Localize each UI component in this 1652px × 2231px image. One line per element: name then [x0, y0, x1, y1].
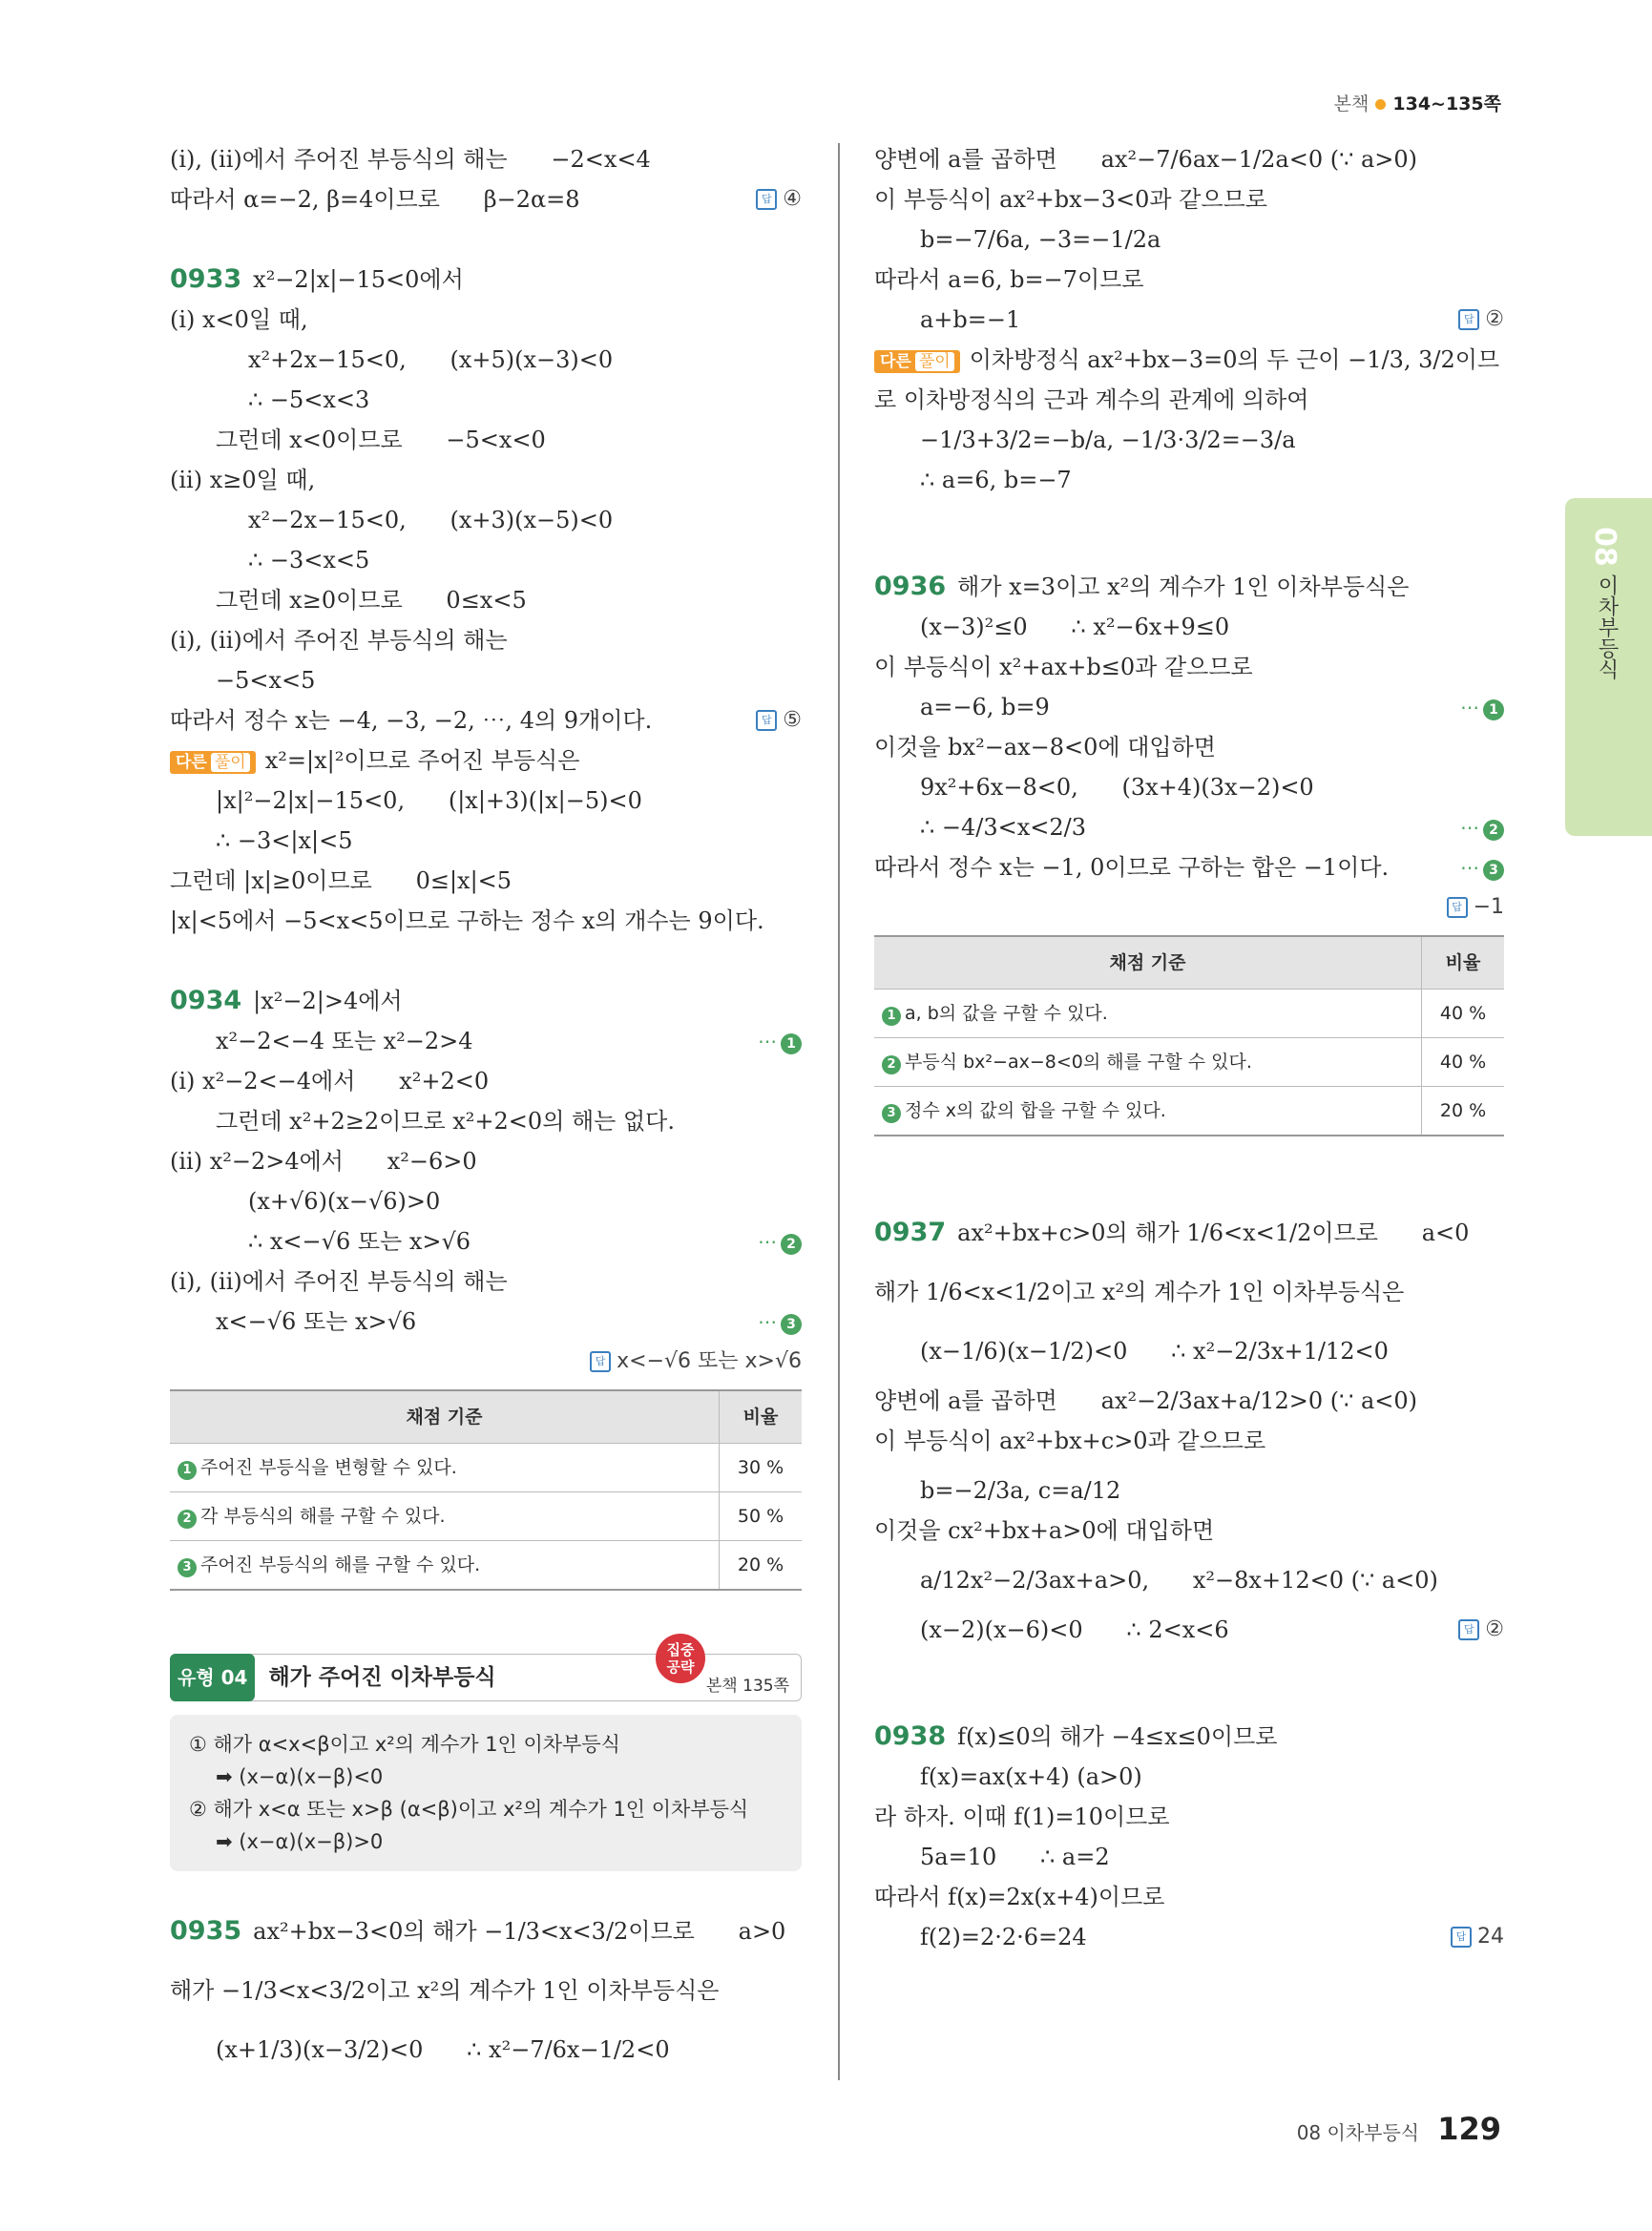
text-line: (x+√6)(x−√6)>0 — [248, 1188, 441, 1215]
problem-number: 0933 — [170, 264, 242, 294]
criteria-number: 1 — [178, 1461, 197, 1480]
text-line: 이 부등식이 x²+ax+b≤0과 같으므로 — [874, 654, 1253, 680]
table-row — [874, 1038, 1504, 1087]
text-content: f(2)=2·2·6=24 — [920, 1924, 1087, 1950]
text-line: 양변에 a를 곱하면 ax²−2/3ax+a/12>0 (∵ a<0) — [874, 1387, 1418, 1414]
step-marker: ⋯ 1 — [1460, 687, 1504, 727]
problem-number: 0937 — [874, 1218, 947, 1247]
type-summary-box — [170, 1715, 802, 1871]
table-header: 채점 기준 — [170, 1390, 720, 1444]
text-content: x²−2<−4 또는 x²−2>4 — [216, 1028, 473, 1054]
text-line — [170, 700, 802, 740]
answer-icon: 답 — [1447, 897, 1468, 918]
text-line — [170, 1302, 802, 1342]
criteria-number: 3 — [178, 1558, 197, 1577]
text-line: (i) x²−2<−4에서 x²+2<0 — [170, 1068, 490, 1095]
answer-icon: 답 — [1451, 1927, 1472, 1948]
footer-title: 08 이차부등식 — [1296, 2121, 1420, 2144]
step-marker: ⋯ 2 — [1460, 807, 1504, 847]
text-line: 로 이차방정식의 근과 계수의 관계에 의하여 — [874, 386, 1309, 413]
spacer — [874, 500, 1504, 567]
text-line: 그런데 x<0이므로 −5<x<0 — [216, 427, 546, 453]
step-number: 3 — [781, 1314, 802, 1335]
summary-line: ② 해가 x<α 또는 x>β (α<β)이고 x²의 계수가 1인 이차부등식 — [189, 1798, 749, 1821]
text-line: ∴ −3<x<5 — [248, 547, 370, 573]
criteria-text: 주어진 부등식을 변형할 수 있다. — [200, 1457, 457, 1478]
problem-0937 — [874, 1213, 1504, 1650]
page-number: 129 — [1437, 2111, 1501, 2147]
text-line: 이것을 bx²−ax−8<0에 대입하면 — [874, 734, 1216, 761]
step-number: 2 — [781, 1234, 802, 1255]
text-line: 그런데 x²+2≥2이므로 x²+2<0의 해는 없다. — [216, 1108, 675, 1135]
criteria-number: 2 — [882, 1055, 901, 1074]
criteria-text: 주어진 부등식의 해를 구할 수 있다. — [200, 1554, 481, 1575]
text-line: a/12x²−2/3ax+a>0, x²−8x+12<0 (∵ a<0) — [920, 1567, 1438, 1594]
answer-value: ② — [1485, 1617, 1504, 1641]
text-line: 그런데 |x|≥0이므로 0≤|x|<5 — [170, 867, 512, 894]
criteria-cell — [874, 1038, 1422, 1087]
step-number: 2 — [1483, 820, 1504, 841]
text-line: −1/3+3/2=−b/a, −1/3·3/2=−3/a — [920, 427, 1296, 453]
text-content: |x²−2|>4에서 — [253, 988, 403, 1014]
book-reference: 본책 135쪽 — [705, 1677, 789, 1696]
text-line: (ii) x²−2>4에서 x²−6>0 — [170, 1148, 477, 1175]
alt-label: 다른 — [880, 351, 911, 371]
text-line: 따라서 f(x)=2x(x+4)이므로 — [874, 1884, 1165, 1910]
criteria-cell — [170, 1541, 720, 1591]
header-pages: 134~135쪽 — [1392, 94, 1501, 115]
text-content: x²−2|x|−15<0에서 — [253, 266, 464, 293]
column-divider — [838, 143, 840, 2080]
criteria-number: 3 — [882, 1104, 901, 1123]
text-line: (i), (ii)에서 주어진 부등식의 해는 −2<x<4 — [170, 146, 651, 173]
problem-header — [170, 981, 802, 1021]
table-row — [170, 1444, 802, 1492]
text-content: ax²+bx+c>0의 해가 1/6<x<1/2이므로 a<0 — [957, 1220, 1470, 1246]
table-row — [874, 990, 1504, 1038]
text-line: 라 하자. 이때 f(1)=10이므로 — [874, 1804, 1170, 1830]
text-content: ax²+bx−3<0의 해가 −1/3<x<3/2이므로 a>0 — [253, 1918, 786, 1945]
answer-mark — [756, 179, 802, 219]
step-marker: ⋯ 2 — [758, 1221, 802, 1261]
text-line: −5<x<5 — [216, 667, 316, 694]
page-header — [1334, 90, 1501, 115]
problem-0933 — [170, 260, 802, 941]
alt-solution-badge — [170, 751, 256, 774]
problem-number: 0938 — [874, 1721, 947, 1751]
alt-label: 다른 — [176, 752, 207, 772]
header-dot-icon — [1375, 99, 1386, 110]
criteria-number: 2 — [178, 1510, 197, 1529]
alt-solution-badge — [874, 350, 960, 373]
answer-value: ⑤ — [783, 708, 802, 732]
text-line: 5a=10 ∴ a=2 — [920, 1844, 1110, 1870]
spacer — [170, 219, 802, 260]
text-content: a=−6, b=9 — [920, 694, 1050, 720]
text-line — [170, 1342, 802, 1382]
problem-0936 — [874, 567, 1504, 1136]
problem-header — [874, 1717, 1504, 1757]
alt-solution-header — [170, 740, 802, 781]
criteria-number: 1 — [882, 1007, 901, 1026]
problem-0935 — [170, 1911, 802, 2070]
answer-icon: 답 — [756, 189, 777, 210]
text-line: x²+2x−15<0, (x+5)(x−3)<0 — [248, 346, 614, 373]
chapter-label: 이차부등식 — [1595, 574, 1619, 679]
text-line: 양변에 a를 곱하면 ax²−7/6ax−1/2a<0 (∵ a>0) — [874, 146, 1418, 173]
text-line — [874, 887, 1504, 928]
text-line: 이 부등식이 ax²+bx+c>0과 같으므로 — [874, 1428, 1266, 1454]
step-number: 3 — [1483, 860, 1504, 881]
problem-0934 — [170, 981, 802, 1591]
table-header: 비율 — [720, 1390, 803, 1444]
table-header: 채점 기준 — [874, 936, 1422, 990]
text-line — [874, 807, 1504, 847]
type-section-bar — [170, 1641, 802, 1701]
text-line: 해가 1/6<x<1/2이고 x²의 계수가 1인 이차부등식은 — [874, 1279, 1405, 1305]
grading-table — [170, 1389, 802, 1591]
ratio-cell: 20 % — [720, 1541, 803, 1591]
page-footer — [1297, 2111, 1501, 2147]
text-line: ∴ −3<|x|<5 — [216, 827, 353, 854]
answer-icon: 답 — [590, 1351, 611, 1372]
text-line: 해가 −1/3<x<3/2이고 x²의 계수가 1인 이차부등식은 — [170, 1977, 720, 2004]
text-line: (x+1/3)(x−3/2)<0 ∴ x²−7/6x−1/2<0 — [216, 2036, 670, 2063]
answer-value: ② — [1485, 307, 1504, 331]
table-header: 비율 — [1422, 936, 1505, 990]
problem-header — [874, 1213, 1504, 1253]
text-line: (i), (ii)에서 주어진 부등식의 해는 — [170, 1268, 508, 1295]
text-line: (ii) x≥0일 때, — [170, 467, 316, 493]
criteria-text: 각 부등식의 해를 구할 수 있다. — [200, 1506, 446, 1527]
text-line: b=−7/6a, −3=−1/2a — [920, 226, 1161, 253]
text-line: (x−3)²≤0 ∴ x²−6x+9≤0 — [920, 614, 1230, 640]
ratio-cell: 20 % — [1422, 1087, 1505, 1136]
answer-value: x<−√6 또는 x>√6 — [617, 1349, 802, 1373]
chapter-number: 08 — [1588, 527, 1621, 567]
criteria-text: a, b의 값을 구할 수 있다. — [905, 1003, 1108, 1024]
text-line: 이 부등식이 ax²+bx−3<0과 같으므로 — [874, 186, 1267, 213]
criteria-text: 부등식 bx²−ax−8<0의 해를 구할 수 있다. — [905, 1052, 1252, 1073]
alt-sub: 풀이 — [211, 753, 250, 772]
alt-sub: 풀이 — [915, 352, 954, 371]
text-content: 따라서 정수 x는 −4, −3, −2, ⋯, 4의 9개이다. — [170, 707, 653, 734]
problem-header — [874, 567, 1504, 607]
type-title: 해가 주어진 이차부등식 — [268, 1665, 496, 1690]
text-content: a+b=−1 — [920, 306, 1021, 333]
answer-mark — [756, 700, 802, 740]
type-tag: 유형 04 — [170, 1654, 255, 1701]
spacer — [874, 1650, 1504, 1717]
ratio-cell: 50 % — [720, 1492, 803, 1541]
text-line — [874, 1610, 1504, 1650]
text-line: (i) x<0일 때, — [170, 306, 308, 333]
problem-header — [170, 1911, 802, 1951]
text-content: ∴ −4/3<x<2/3 — [920, 814, 1087, 841]
right-column — [874, 139, 1504, 1957]
text-content: f(x)≤0의 해가 −4≤x≤0이므로 — [957, 1723, 1278, 1750]
text-line: (x−1/6)(x−1/2)<0 ∴ x²−2/3x+1/12<0 — [920, 1338, 1389, 1365]
criteria-text: 정수 x의 값의 합을 구할 수 있다. — [905, 1100, 1166, 1121]
problem-header — [170, 260, 802, 300]
table-row — [170, 1541, 802, 1591]
text-line: |x|<5에서 −5<x<5이므로 구하는 정수 x의 개수는 9이다. — [170, 907, 764, 934]
answer-mark — [1458, 1610, 1504, 1650]
text-content: (x−2)(x−6)<0 ∴ 2<x<6 — [920, 1616, 1229, 1643]
text-line — [874, 687, 1504, 727]
answer-mark — [1447, 887, 1504, 928]
answer-mark — [590, 1342, 802, 1382]
spacer — [170, 941, 802, 981]
grading-table — [874, 935, 1504, 1136]
summary-line: ➡ (x−α)(x−β)>0 — [216, 1830, 384, 1853]
table-row — [874, 1087, 1504, 1136]
text-line — [170, 1021, 802, 1061]
problem-number: 0935 — [170, 1916, 242, 1946]
answer-mark — [1451, 1917, 1504, 1957]
answer-icon: 답 — [1458, 309, 1479, 330]
text-line: 9x²+6x−8<0, (3x+4)(3x−2)<0 — [920, 774, 1314, 801]
text-line — [170, 1221, 802, 1261]
spacer — [874, 1146, 1504, 1213]
answer-mark — [1458, 300, 1504, 340]
text-line: 이것을 cx²+bx+a>0에 대입하면 — [874, 1517, 1215, 1544]
answer-icon: 답 — [756, 710, 777, 731]
criteria-cell — [170, 1492, 720, 1541]
left-column — [170, 139, 802, 2070]
criteria-cell — [874, 1087, 1422, 1136]
ratio-cell: 40 % — [1422, 1038, 1505, 1087]
text-line — [874, 847, 1504, 887]
step-number: 1 — [1483, 699, 1504, 720]
summary-line: ➡ (x−α)(x−β)<0 — [216, 1765, 384, 1788]
answer-value: 24 — [1477, 1925, 1504, 1949]
text-line: ∴ −5<x<3 — [248, 386, 370, 413]
text-line: ∴ a=6, b=−7 — [920, 467, 1072, 493]
text-content: x²=|x|²이므로 주어진 부등식은 — [264, 747, 580, 774]
step-marker: ⋯ 3 — [1460, 847, 1504, 887]
problem-number: 0936 — [874, 572, 947, 601]
text-content: x<−√6 또는 x>√6 — [216, 1308, 417, 1335]
header-book: 본책 — [1333, 94, 1370, 115]
answer-icon: 답 — [1458, 1619, 1479, 1640]
answer-value: ④ — [783, 187, 802, 211]
criteria-cell — [170, 1444, 720, 1492]
text-line: x²−2x−15<0, (x+3)(x−5)<0 — [248, 507, 614, 533]
text-content: 이차방정식 ax²+bx−3=0의 두 근이 −1/3, 3/2이므 — [969, 346, 1500, 373]
focus-badge: 집중 공략 — [656, 1634, 705, 1683]
text-line — [874, 300, 1504, 340]
text-line — [874, 1917, 1504, 1957]
text-line: 따라서 a=6, b=−7이므로 — [874, 266, 1144, 293]
text-content: ∴ x<−√6 또는 x>√6 — [248, 1228, 471, 1255]
text-line: 그런데 x≥0이므로 0≤x<5 — [216, 587, 527, 614]
text-content: 따라서 α=−2, β=4이므로 β−2α=8 — [170, 186, 580, 213]
text-line — [170, 179, 802, 219]
ratio-cell: 30 % — [720, 1444, 803, 1492]
chapter-side-tab[interactable] — [1565, 498, 1652, 836]
table-row — [170, 1492, 802, 1541]
problem-number: 0934 — [170, 986, 242, 1015]
spacer — [170, 1871, 802, 1911]
answer-value: −1 — [1473, 895, 1504, 919]
text-line: |x|²−2|x|−15<0, (|x|+3)(|x|−5)<0 — [216, 787, 642, 814]
step-marker: ⋯ 3 — [758, 1302, 802, 1342]
text-content: 따라서 정수 x는 −1, 0이므로 구하는 합은 −1이다. — [874, 854, 1390, 881]
alt-solution-header — [874, 340, 1504, 380]
problem-0938 — [874, 1717, 1504, 1957]
text-content: 해가 x=3이고 x²의 계수가 1인 이차부등식은 — [957, 573, 1410, 600]
criteria-cell — [874, 990, 1422, 1038]
ratio-cell: 40 % — [1422, 990, 1505, 1038]
text-line: (i), (ii)에서 주어진 부등식의 해는 — [170, 627, 508, 654]
step-marker: ⋯ 1 — [758, 1021, 802, 1061]
text-line: f(x)=ax(x+4) (a>0) — [920, 1763, 1142, 1790]
text-line: b=−2/3a, c=a/12 — [920, 1477, 1121, 1504]
summary-line: ① 해가 α<x<β이고 x²의 계수가 1인 이차부등식 — [189, 1733, 620, 1756]
step-number: 1 — [781, 1033, 802, 1054]
